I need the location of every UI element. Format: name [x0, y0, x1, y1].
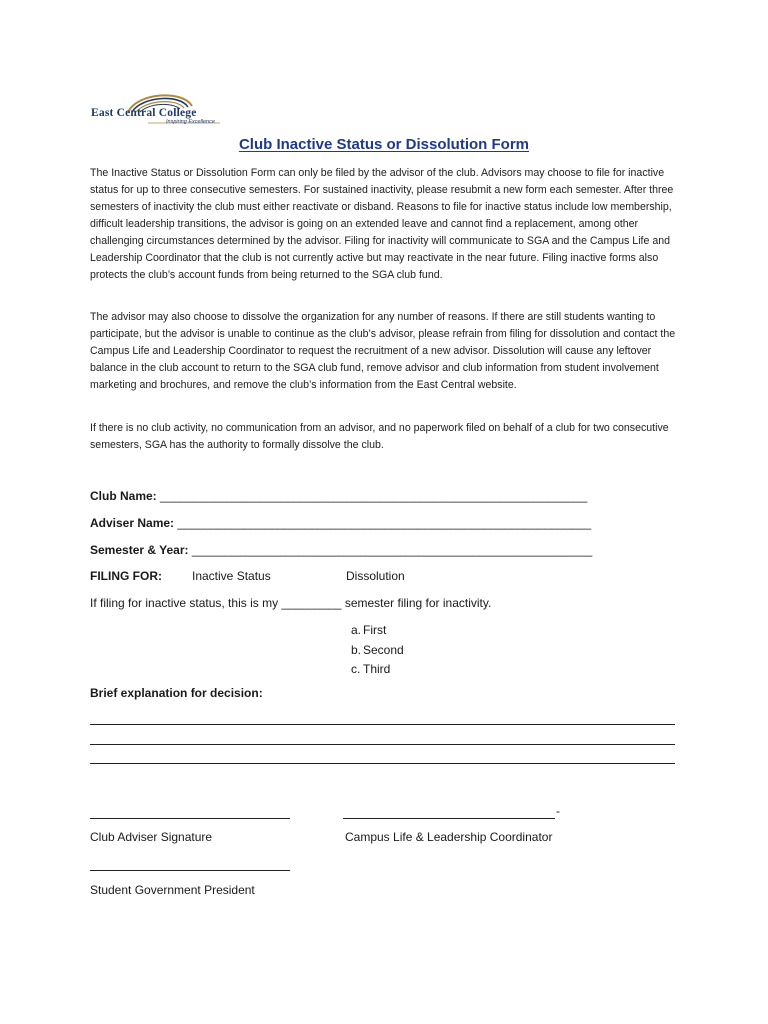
- option-letter: a.: [351, 623, 362, 637]
- coordinator-signature-label: Campus Life & Leadership Coordinator: [345, 830, 553, 844]
- college-logo: [88, 90, 228, 126]
- logo-tagline: Inspiring Excellence: [166, 119, 215, 125]
- option-text: First: [363, 623, 387, 637]
- option-letter: c.: [351, 662, 361, 676]
- semester-year-field[interactable]: [90, 543, 592, 557]
- president-signature-line[interactable]: [90, 870, 290, 871]
- semester-year-label: Semester & Year:: [90, 543, 189, 557]
- coordinator-line-dash: -: [556, 804, 560, 818]
- semester-option-second[interactable]: [351, 641, 404, 661]
- semester-year-blank[interactable]: ____________________________________________________________: [191, 543, 593, 557]
- option-letter: b.: [351, 642, 362, 657]
- semester-option-first[interactable]: [351, 621, 404, 641]
- filing-option-inactive-status[interactable]: Inactive Status: [192, 569, 271, 583]
- option-text: Second: [363, 642, 404, 657]
- adviser-name-field[interactable]: [90, 516, 591, 530]
- adviser-signature-line[interactable]: [90, 818, 290, 819]
- club-name-field[interactable]: [90, 489, 587, 503]
- logo-college-name: East Central College: [91, 107, 197, 119]
- semester-count-line: [90, 596, 491, 610]
- explanation-line-3[interactable]: [90, 763, 675, 764]
- semester-count-suffix: semester filing for inactivity.: [344, 596, 492, 610]
- club-name-blank[interactable]: ________________________________________________________________: [160, 489, 588, 503]
- explanation-line-2[interactable]: [90, 744, 675, 745]
- intro-paragraph-sga-authority: If there is no club activity, no communication from an advisor, and no paperwork filed on behalf of a club for two consecutive semesters, SGA has the authority to formally dissolve the club.: [90, 422, 669, 451]
- brief-explanation-label: Brief explanation for decision:: [90, 686, 263, 700]
- coordinator-signature-line[interactable]: [343, 818, 555, 819]
- option-text: Third: [363, 662, 391, 676]
- adviser-name-blank[interactable]: ______________________________________________________________: [177, 516, 592, 530]
- explanation-line-1[interactable]: [90, 724, 675, 725]
- intro-paragraph-dissolution: The advisor may also choose to dissolve the organization for any number of reasons. If there are still students wanting to participate, but the advisor is unable to continue as the club’s advisor, please refrain from filing for dissolution and contact the Campus Life and Leadership Coordinator to request the recruitment of a new advisor. Dissolution will cause any leftover balance in the club account to return to the SGA club fund, remove advisor and club information from student involvement marketing and brochures, and remove the club’s information from the East Central website.: [90, 311, 676, 391]
- adviser-name-label: Adviser Name:: [90, 516, 175, 530]
- filing-option-dissolution[interactable]: Dissolution: [346, 569, 405, 583]
- filing-for-label: FILING FOR:: [90, 569, 162, 583]
- semester-count-blank[interactable]: _________: [281, 596, 342, 610]
- semester-options-list: [351, 621, 404, 680]
- adviser-signature-label: Club Adviser Signature: [90, 830, 213, 844]
- semester-option-third[interactable]: [351, 660, 404, 680]
- club-name-label: Club Name:: [90, 489, 157, 503]
- page-title: Club Inactive Status or Dissolution Form: [238, 136, 530, 153]
- intro-paragraph-inactive: The Inactive Status or Dissolution Form can only be filed by the advisor of the club. Advisors may choose to file for inactive status for up to three consecutive semesters. For sustained inactivity, please resubmit a new form each semester. After three semesters of inactivity the club must either reactivate or disband. Reasons to file for inactive status include low membership, difficult leadership transitions, the advisor is going on an extended leave and cannot find a replacement, among other challenging circumstances determined by the advisor. Filing for inactivity will communicate to SGA and the Campus Life and Leadership Coordinator that the club is not currently active but may reactivate in the near future. Filing inactive forms also protects the club’s account funds from being returned to the SGA club fund.: [90, 167, 674, 281]
- semester-count-prefix: If filing for inactive status, this is my: [90, 596, 279, 610]
- president-signature-label: Student Government President: [90, 883, 255, 897]
